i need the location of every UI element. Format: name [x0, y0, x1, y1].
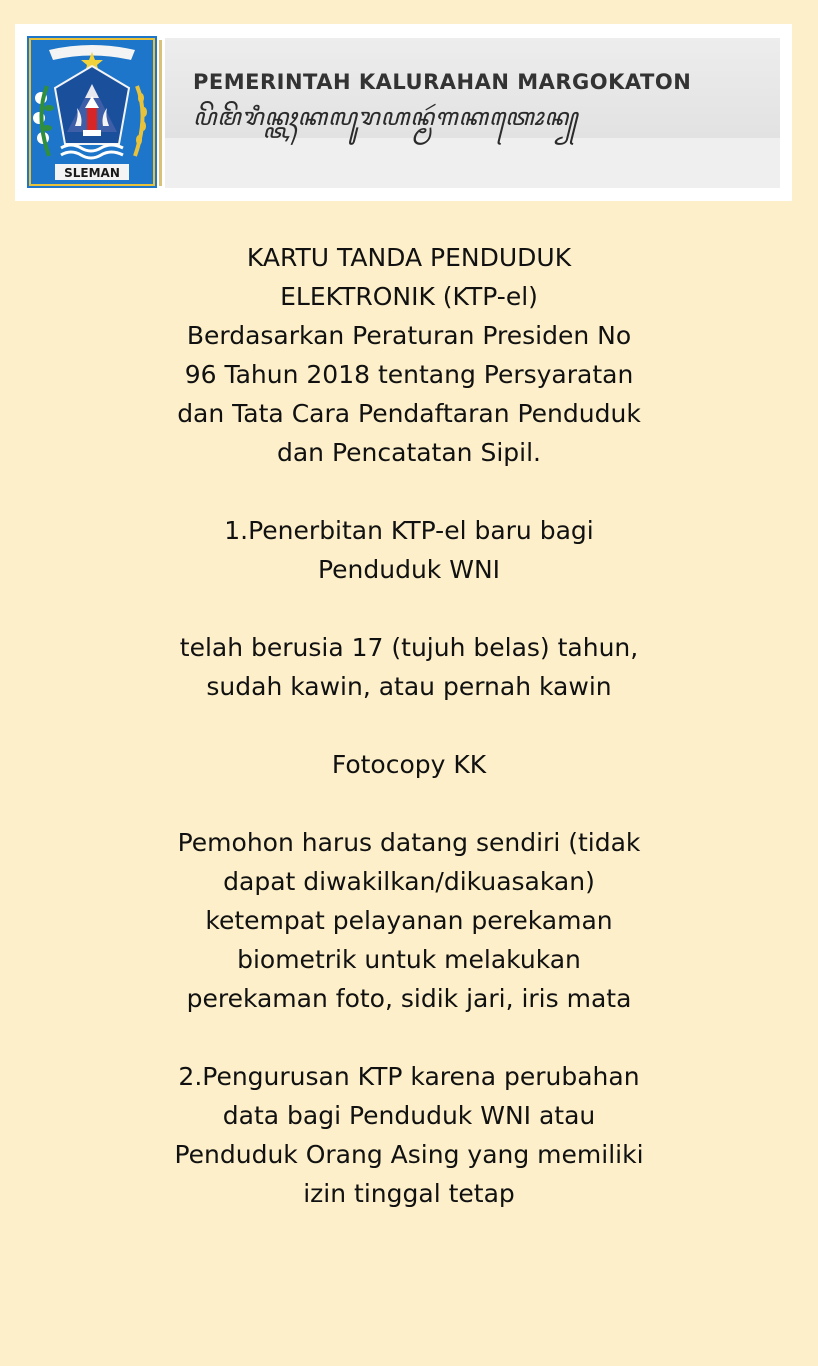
text-line: Berdasarkan Peraturan Presiden No [186, 321, 632, 350]
logo-divider [159, 40, 162, 186]
item1-heading [0, 511, 818, 589]
ktp-requirements-content [0, 238, 818, 1252]
text-line: biometrik untuk melakukan [237, 945, 581, 974]
text-line: Penduduk WNI [317, 555, 501, 584]
text-line: dan Pencatatan Sipil. [276, 438, 541, 467]
sleman-emblem-icon [27, 36, 157, 188]
logo-label: SLEMAN [64, 166, 120, 180]
text-line: sudah kawin, atau pernah kawin [206, 672, 612, 701]
text-line: Penduduk Orang Asing yang memiliki [174, 1140, 644, 1169]
item1-age-requirement [0, 628, 818, 706]
text-line: perekaman foto, sidik jari, iris mata [186, 984, 632, 1013]
text-line: KARTU TANDA PENDUDUK [246, 243, 572, 272]
banner-title: PEMERINTAH KALURAHAN MARGOKATON [193, 70, 692, 94]
banner-javanese-script: ꦥꦼꦩꦼꦫꦶꦤ꧀ꦠꦃꦏꦭꦸꦫꦲꦤ꧀ꦩꦂꦒꦏꦠꦺꦴꦤ꧀ [193, 103, 579, 131]
item1-note [0, 823, 818, 1018]
item1-document-requirement [0, 745, 818, 784]
intro-paragraph [0, 238, 818, 472]
text-line: 96 Tahun 2018 tentang Persyaratan [184, 360, 634, 389]
text-line: dan Tata Cara Pendaftaran Penduduk [177, 399, 641, 428]
text-line: Fotocopy KK [331, 750, 487, 779]
text-line: ELEKTRONIK (KTP-el) [280, 282, 538, 311]
item2-heading [0, 1057, 818, 1213]
banner-panel [165, 38, 780, 188]
text-line: Pemohon harus datang sendiri (tidak [177, 828, 641, 857]
header-banner [15, 24, 792, 201]
text-line: dapat diwakilkan/dikuasakan) [223, 867, 595, 896]
text-line: ketempat pelayanan perekaman [205, 906, 613, 935]
text-line: telah berusia 17 (tujuh belas) tahun, [179, 633, 639, 662]
text-line: 1.Penerbitan KTP-el baru bagi [224, 516, 594, 545]
text-line: izin tinggal tetap [303, 1179, 515, 1208]
text-line: data bagi Penduduk WNI atau [222, 1101, 596, 1130]
text-line: 2.Pengurusan KTP karena perubahan [178, 1062, 640, 1091]
